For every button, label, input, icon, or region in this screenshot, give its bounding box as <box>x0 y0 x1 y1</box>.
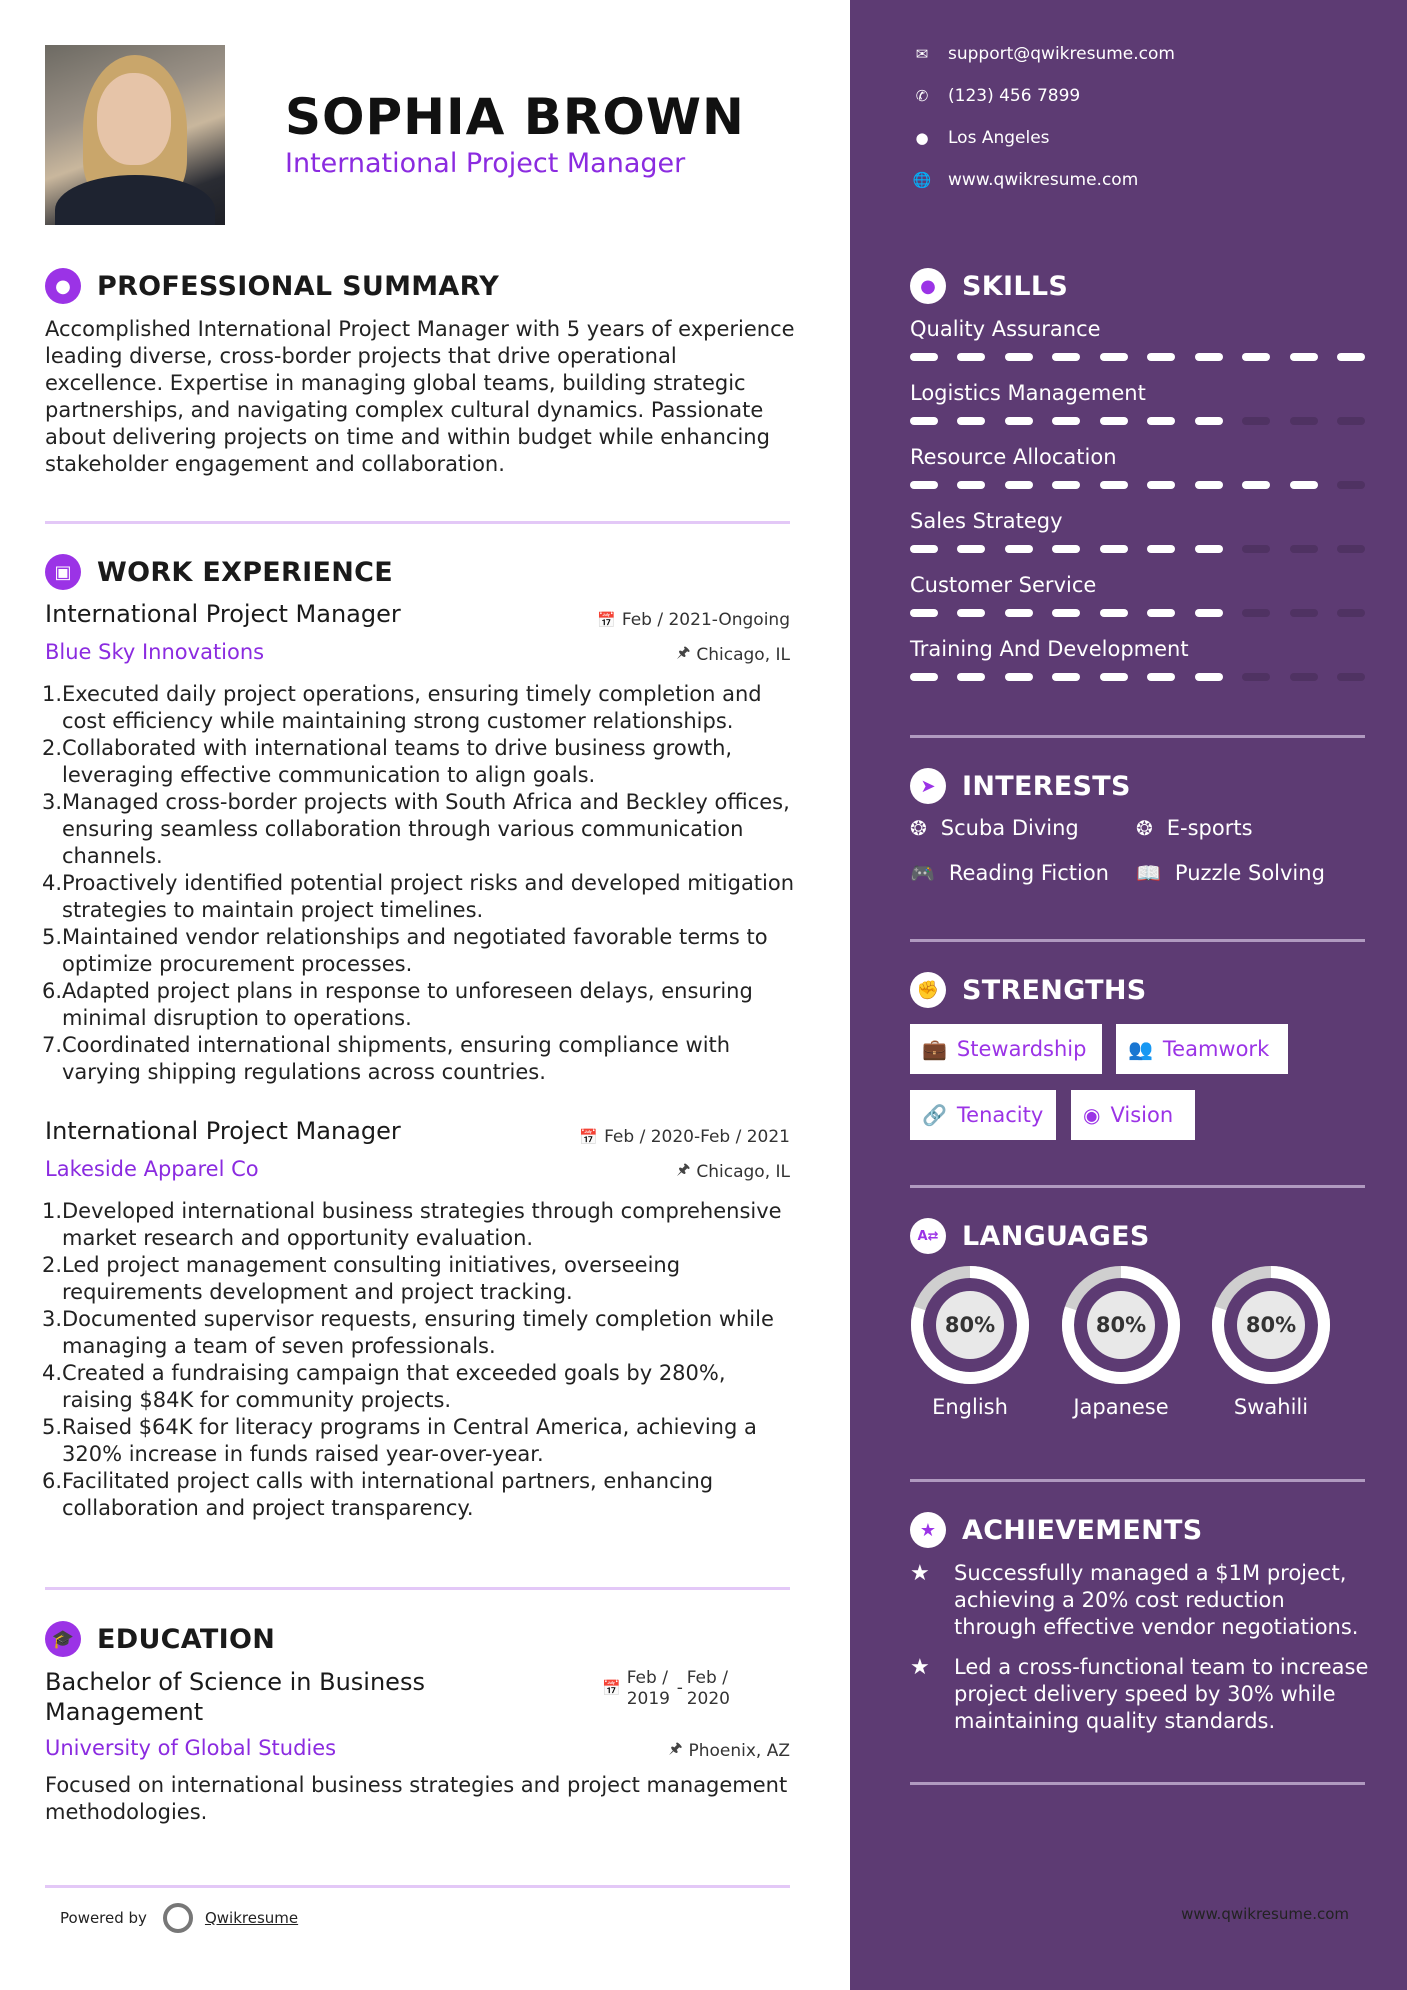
strengths-heading: STRENGTHS <box>962 974 1147 1006</box>
language-item <box>1061 1265 1181 1419</box>
life-ring-icon: ❂ <box>1136 816 1153 840</box>
skill-rating-segment <box>1005 609 1033 617</box>
skill-rating-segment <box>1195 673 1223 681</box>
skill-name: Resource Allocation <box>910 445 1117 469</box>
skill-rating <box>910 545 1365 553</box>
skill-rating-segment <box>1290 673 1318 681</box>
job-location-text: Chicago, IL <box>696 1161 790 1182</box>
skill-rating-segment <box>957 673 985 681</box>
lightbulb-icon: ● <box>910 268 946 304</box>
skill-name: Logistics Management <box>910 381 1146 405</box>
skill-rating-segment <box>1195 417 1223 425</box>
skills-heading: SKILLS <box>962 270 1069 302</box>
summary-text: Accomplished International Project Manager with 5 years of experience leading diverse, cross-border projects that drive operational excellence. Expertise in managing global teams, building strategic partnerships, and navigating complex cultural dynamics. Passionate about delivering projects on time and within budget while enhancing stakeholder engagement and collaboration. <box>45 317 795 476</box>
skill-rating-segment <box>910 545 938 553</box>
skill-rating-segment <box>1195 545 1223 553</box>
section-divider <box>910 1479 1365 1482</box>
job-location <box>676 642 790 667</box>
globe-icon: 🌐 <box>912 171 932 189</box>
contact-phone[interactable]: ✆ (123) 456 7899 <box>912 86 1080 106</box>
skill-rating-segment <box>1100 545 1128 553</box>
achievements-heading: ACHIEVEMENTS <box>962 1514 1203 1546</box>
skill-rating-segment <box>1242 673 1270 681</box>
user-icon: ● <box>45 268 81 304</box>
job-date-text: Feb / 2020-Feb / 2021 <box>604 1127 790 1147</box>
life-ring-icon: ❂ <box>910 816 927 840</box>
skill-rating-segment <box>957 545 985 553</box>
list-item: 6. Adapted project plans in response to unforeseen delays, ensuring minimal disruption to operations. <box>42 979 753 1030</box>
skill-rating-segment <box>1337 609 1365 617</box>
section-divider <box>45 1587 790 1590</box>
gamepad-icon: 🎮 <box>910 861 935 885</box>
skills-header <box>910 268 1068 304</box>
graduation-cap-icon: 🎓 <box>45 1621 81 1657</box>
job-date-text: Feb / 2021-Ongoing <box>621 610 790 630</box>
education-date: 📅 Feb / 2019 - Feb / 2020 <box>602 1668 730 1709</box>
skill-rating-segment <box>1147 481 1175 489</box>
job-date <box>579 1127 790 1147</box>
pin-icon: 🖈 <box>676 643 691 661</box>
language-item <box>910 1265 1030 1419</box>
skill-rating-segment <box>910 353 938 361</box>
sidebar <box>850 0 1407 1990</box>
skill-item <box>910 381 1365 425</box>
language-name: Swahili <box>1233 1395 1309 1419</box>
experience-header <box>45 554 393 590</box>
skill-name: Quality Assurance <box>910 317 1101 341</box>
skill-item <box>910 573 1365 617</box>
language-percent: 80% <box>1087 1291 1155 1359</box>
strength-badge: 🔗 Tenacity <box>910 1090 1056 1140</box>
languages-header <box>910 1218 1150 1254</box>
paper-plane-icon: ➤ <box>910 768 946 804</box>
phone-icon: ✆ <box>915 87 929 105</box>
language-progress-ring <box>1061 1265 1181 1385</box>
section-divider <box>45 521 790 524</box>
languages-heading: LANGUAGES <box>962 1220 1150 1252</box>
list-item: 6. Facilitated project calls with international partners, enhancing collaboration and project transparency. <box>42 1469 714 1520</box>
achievement-item: ★ Led a cross-functional team to increase project delivery speed by 30% while maintaining quality standards. <box>910 1655 1369 1733</box>
strength-badge: 👥 Teamwork <box>1116 1024 1288 1074</box>
skill-rating-segment <box>1242 353 1270 361</box>
skill-item <box>910 445 1365 489</box>
calendar-icon: 📅 <box>602 1679 621 1697</box>
skill-rating-segment <box>1337 673 1365 681</box>
skill-rating-segment <box>1005 353 1033 361</box>
achievement-item: ★ Successfully managed a $1M project, achieving a 20% cost reduction through effective vendor negotiations. <box>910 1561 1359 1639</box>
education-location <box>669 1738 790 1763</box>
skill-rating-segment <box>910 417 938 425</box>
contact-email[interactable]: ✉ support@qwikresume.com <box>912 44 1175 64</box>
job-company: Lakeside Apparel Co <box>45 1157 259 1181</box>
strength-badge: ◉ Vision <box>1071 1090 1195 1140</box>
skill-rating-segment <box>1147 417 1175 425</box>
experience-heading: WORK EXPERIENCE <box>97 556 393 588</box>
job-company: Blue Sky Innovations <box>45 640 265 664</box>
skill-rating-segment <box>1290 353 1318 361</box>
section-divider <box>45 1885 790 1888</box>
star-badge-icon: ★ <box>910 1512 946 1548</box>
interest-item: ❂ E-sports <box>1136 816 1253 840</box>
skill-rating-segment <box>1242 417 1270 425</box>
skill-rating <box>910 609 1365 617</box>
skill-rating-segment <box>1290 417 1318 425</box>
list-item: 1. Executed daily project operations, ensuring timely completion and cost efficiency while maintaining strong customer relationships. <box>42 682 762 733</box>
summary-heading: PROFESSIONAL SUMMARY <box>97 270 500 302</box>
binoculars-icon: ◉ <box>1083 1103 1101 1127</box>
skill-rating-segment <box>1242 609 1270 617</box>
skill-name: Training And Development <box>910 637 1189 661</box>
calendar-icon: 📅 <box>579 1128 599 1146</box>
skill-rating-segment <box>1100 673 1128 681</box>
job-date <box>597 610 790 630</box>
users-icon: 👥 <box>1128 1037 1153 1061</box>
skill-item <box>910 637 1365 681</box>
star-icon: ★ <box>910 1655 930 1680</box>
calendar-icon: 📅 <box>597 611 616 629</box>
skill-rating-segment <box>910 609 938 617</box>
map-marker-icon: ● <box>915 129 929 147</box>
education-location-text: Phoenix, AZ <box>688 1740 790 1761</box>
book-icon: 📖 <box>1136 861 1161 885</box>
list-item: 5. Raised $64K for literacy programs in Central America, achieving a 320% increase in funds raised year-over-year. <box>42 1415 757 1466</box>
link-icon: 🔗 <box>922 1103 947 1127</box>
job-location <box>676 1159 790 1184</box>
list-item: 3. Documented supervisor requests, ensuring timely completion while managing a team of seven professionals. <box>42 1307 774 1358</box>
interest-item: 🎮 Reading Fiction <box>910 861 1109 885</box>
skill-rating-segment <box>1290 481 1318 489</box>
list-item: 5. Maintained vendor relationships and negotiated favorable terms to optimize procurement processes. <box>42 925 768 976</box>
skill-rating-segment <box>957 481 985 489</box>
briefcase-icon: 💼 <box>922 1037 947 1061</box>
skill-rating-segment <box>1337 417 1365 425</box>
job-title: International Project Manager <box>45 1117 401 1145</box>
qwikresume-link[interactable]: Qwikresume <box>204 1909 299 1927</box>
skill-rating-segment <box>1005 673 1033 681</box>
profile-photo <box>45 45 225 225</box>
list-item: 3. Managed cross-border projects with South Africa and Beckley offices, ensuring seamless collaboration through various communication channels. <box>42 790 790 868</box>
skill-rating-segment <box>910 481 938 489</box>
skill-rating-segment <box>1100 609 1128 617</box>
skill-rating-segment <box>1052 545 1080 553</box>
skill-rating <box>910 673 1365 681</box>
skill-rating-segment <box>1100 417 1128 425</box>
candidate-name: SOPHIA BROWN <box>285 88 745 146</box>
skill-rating-segment <box>957 417 985 425</box>
section-divider <box>910 1185 1365 1188</box>
job-bullets <box>42 681 797 1086</box>
list-item: 2. Led project management consulting initiatives, overseeing requirements development and project tracking. <box>42 1253 681 1304</box>
skill-rating-segment <box>1195 609 1223 617</box>
list-item: 4. Created a fundraising campaign that exceeded goals by 280%, raising $84K for community projects. <box>42 1361 726 1412</box>
language-name: Japanese <box>1073 1395 1169 1419</box>
section-divider <box>910 735 1365 738</box>
list-item: 2. Collaborated with international teams to drive business growth, leveraging effective communication to align goals. <box>42 736 733 787</box>
skill-item <box>910 317 1365 361</box>
footer-site[interactable]: www.qwikresume.com <box>1181 1905 1349 1923</box>
powered-by <box>60 1903 298 1933</box>
section-divider <box>910 1782 1365 1785</box>
skill-name: Sales Strategy <box>910 509 1063 533</box>
qwikresume-logo-icon <box>163 1903 193 1933</box>
education-text: Focused on international business strategies and project management methodologies. <box>45 1773 788 1824</box>
skill-rating-segment <box>1195 353 1223 361</box>
skill-rating <box>910 481 1365 489</box>
skill-rating-segment <box>1005 481 1033 489</box>
skill-rating-segment <box>1052 609 1080 617</box>
skill-rating-segment <box>1052 417 1080 425</box>
skill-rating-segment <box>910 673 938 681</box>
skill-rating <box>910 417 1365 425</box>
job-title: International Project Manager <box>45 600 401 628</box>
language-icon: A⇄ <box>910 1218 946 1254</box>
skill-rating-segment <box>1005 417 1033 425</box>
interests-header <box>910 768 1131 804</box>
skill-rating-segment <box>1147 673 1175 681</box>
skill-rating-segment <box>1100 481 1128 489</box>
summary-header <box>45 268 499 304</box>
skill-rating-segment <box>1100 353 1128 361</box>
degree-title: Bachelor of Science in Business Management <box>45 1668 425 1726</box>
pin-icon: 🖈 <box>668 1739 683 1757</box>
contact-location: ● Los Angeles <box>912 128 1050 148</box>
language-percent: 80% <box>1237 1291 1305 1359</box>
skill-rating-segment <box>1052 481 1080 489</box>
chair-icon: ▣ <box>45 554 81 590</box>
skill-rating <box>910 353 1365 361</box>
envelope-icon: ✉ <box>915 45 929 63</box>
powered-by-label: Powered by <box>60 1909 147 1927</box>
skill-rating-segment <box>1337 545 1365 553</box>
list-item: 1. Developed international business strategies through comprehensive market research and opportunity evaluation. <box>42 1199 782 1250</box>
language-percent: 80% <box>936 1291 1004 1359</box>
job-location-text: Chicago, IL <box>696 644 790 665</box>
skill-rating-segment <box>1337 481 1365 489</box>
candidate-title: International Project Manager <box>285 148 686 179</box>
language-name: English <box>932 1395 1008 1419</box>
skill-rating-segment <box>957 609 985 617</box>
contact-website[interactable]: 🌐 www.qwikresume.com <box>912 170 1139 190</box>
skill-rating-segment <box>1052 673 1080 681</box>
skill-rating-segment <box>1290 609 1318 617</box>
interest-item: ❂ Scuba Diving <box>910 816 1079 840</box>
skill-rating-segment <box>1242 481 1270 489</box>
skill-rating-segment <box>1195 481 1223 489</box>
fist-icon: ✊ <box>910 972 946 1008</box>
language-item <box>1211 1265 1331 1419</box>
strength-badge: 💼 Stewardship <box>910 1024 1102 1074</box>
list-item: 4. Proactively identified potential project risks and developed mitigation strategies to maintain project timelines. <box>42 871 795 922</box>
skill-item <box>910 509 1365 553</box>
section-divider <box>910 939 1365 942</box>
skill-rating-segment <box>1147 609 1175 617</box>
skill-rating-segment <box>1052 353 1080 361</box>
skill-rating-segment <box>1242 545 1270 553</box>
interest-item: 📖 Puzzle Solving <box>1136 861 1325 885</box>
education-header <box>45 1621 275 1657</box>
strengths-header <box>910 972 1147 1008</box>
skill-rating-segment <box>1005 545 1033 553</box>
interests-heading: INTERESTS <box>962 770 1131 802</box>
skill-name: Customer Service <box>910 573 1097 597</box>
education-heading: EDUCATION <box>97 1623 276 1655</box>
language-progress-ring <box>1211 1265 1331 1385</box>
pin-icon: 🖈 <box>676 1160 691 1178</box>
star-icon: ★ <box>910 1561 930 1586</box>
list-item: 7. Coordinated international shipments, ensuring compliance with varying shipping regulations across countries. <box>42 1033 731 1084</box>
skill-rating-segment <box>1290 545 1318 553</box>
job-bullets <box>42 1198 797 1522</box>
skill-rating-segment <box>1147 353 1175 361</box>
school-name: University of Global Studies <box>45 1736 337 1760</box>
language-progress-ring <box>910 1265 1030 1385</box>
skill-rating-segment <box>1337 353 1365 361</box>
skill-rating-segment <box>957 353 985 361</box>
achievements-header <box>910 1512 1203 1548</box>
skill-rating-segment <box>1147 545 1175 553</box>
